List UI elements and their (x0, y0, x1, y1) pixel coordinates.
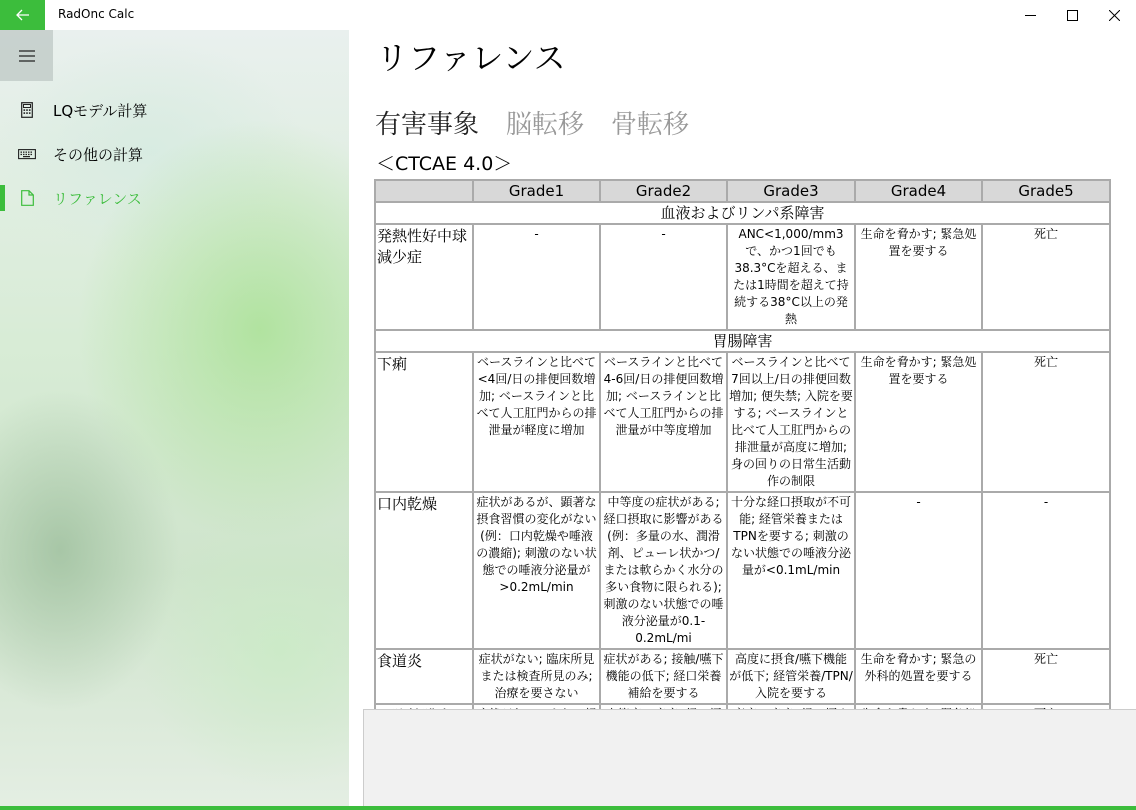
grade-cell: - (600, 224, 727, 330)
grade-cell: 高度に摂食/嚥下機能が低下; 経管栄養/TPN/入院を要する (727, 649, 855, 704)
tab-adverse-events[interactable]: 有害事象 (375, 110, 480, 140)
hamburger-icon (19, 50, 35, 62)
back-arrow-icon (16, 9, 30, 21)
header-cell: Grade3 (727, 180, 855, 202)
nav-item-other-calc[interactable] (0, 134, 349, 174)
title-bar (0, 0, 1136, 30)
header-cell: Grade1 (473, 180, 600, 202)
grade-cell: ベースラインと比べて<4回/日の排便回数増加; ベースラインと比べて人工肛門からの排泄量が軽度に増加 (473, 352, 600, 492)
section-title: 胃腸障害 (375, 330, 1110, 352)
maximize-button[interactable] (1049, 0, 1095, 30)
back-button[interactable] (0, 0, 45, 30)
ctcae-table (374, 179, 1111, 782)
term-cell: 発熱性好中球減少症 (375, 224, 473, 330)
keyboard-icon (18, 145, 36, 163)
grade-cell: 十分な経口摂取が不可能; 経管栄養またはTPNを要する; 刺激のない状態での唾液分泌量が<0.1mL/min (727, 492, 855, 649)
minimize-icon (1025, 10, 1036, 21)
section-row (375, 330, 1110, 352)
header-cell: Grade2 (600, 180, 727, 202)
table-header-row (375, 180, 1110, 202)
table-row (375, 492, 1110, 649)
grade-cell: 生命を脅かす; 緊急の外科的処置を要する (855, 649, 982, 704)
minimize-button[interactable] (1007, 0, 1053, 30)
grade-cell: 生命を脅かす; 緊急処置を要する (855, 352, 982, 492)
app-title: RadOnc Calc (58, 7, 135, 21)
maximize-icon (1067, 10, 1078, 21)
page-title: リファレンス (376, 39, 566, 77)
header-cell: Grade5 (982, 180, 1110, 202)
section-row (375, 202, 1110, 224)
grade-cell: 生命を脅かす; 緊急処置を要する (855, 224, 982, 330)
term-cell: 口内乾燥 (375, 492, 473, 649)
grade-cell: - (982, 492, 1110, 649)
close-button[interactable] (1091, 0, 1136, 30)
term-cell: 下痢 (375, 352, 473, 492)
bottom-panel (363, 709, 1136, 806)
header-cell (375, 180, 473, 202)
header-cell: Grade4 (855, 180, 982, 202)
grade-cell: ANC<1,000/mm3で、かつ1回でも38.3°Cを超える、または1時間を超えて持続する38°C以上の発熱 (727, 224, 855, 330)
table-row (375, 224, 1110, 330)
grade-cell: - (855, 492, 982, 649)
nav-item-reference[interactable] (0, 178, 349, 218)
grade-cell: 死亡 (982, 352, 1110, 492)
nav-item-label: リファレンス (53, 189, 142, 208)
grade-cell: ベースラインと比べて7回以上/日の排便回数増加; 便失禁; 入院を要する; ベースラインと比べて人工肛門からの排泄量が高度に増加; 身の回りの日常生活動作の制限 (727, 352, 855, 492)
close-icon (1109, 10, 1120, 21)
section-title: 血液およびリンパ系障害 (375, 202, 1110, 224)
grade-cell: 死亡 (982, 649, 1110, 704)
accent-strip (0, 806, 1136, 810)
nav-item-lq-model[interactable] (0, 90, 349, 130)
grade-cell: ベースラインと比べて4-6回/日の排便回数増加; ベースラインと比べて人工肛門からの排泄量が中等度増加 (600, 352, 727, 492)
content-area (349, 30, 1136, 806)
grade-cell: 症状がない; 臨床所見または検査所見のみ; 治療を要さない (473, 649, 600, 704)
grade-cell: 死亡 (982, 224, 1110, 330)
tab-bone-metastasis[interactable]: 骨転移 (611, 110, 690, 140)
term-cell: 食道炎 (375, 649, 473, 704)
grade-cell: - (473, 224, 600, 330)
grade-cell: 中等度の症状がある; 経口摂取に影響がある(例：多量の水、潤滑剤、ピューレ状かつ/または軟らかく水分の多い食物に限られる); 刺激のない状態での唾液分泌量が0.1-0.2mL/mi (600, 492, 727, 649)
grade-cell: 症状がある; 接触/嚥下機能の低下; 経口栄養補給を要する (600, 649, 727, 704)
hamburger-button[interactable] (0, 30, 53, 81)
nav-item-label: LQモデル計算 (53, 101, 148, 120)
nav-item-label: その他の計算 (53, 145, 144, 164)
grade-cell: 症状があるが、顕著な摂食習慣の変化がない(例：口内乾燥や唾液の濃縮); 刺激のない状態での唾液分泌量が>0.2mL/min (473, 492, 600, 649)
calculator-icon (18, 101, 36, 119)
navigation-pane (0, 30, 349, 806)
table-row (375, 649, 1110, 704)
table-row (375, 352, 1110, 492)
document-icon (18, 189, 36, 207)
selection-indicator (0, 185, 5, 211)
pivot-tabs (375, 104, 689, 141)
section-subtitle: ＜CTCAE 4.0＞ (376, 153, 513, 175)
tab-brain-metastasis[interactable]: 脳転移 (506, 110, 585, 140)
